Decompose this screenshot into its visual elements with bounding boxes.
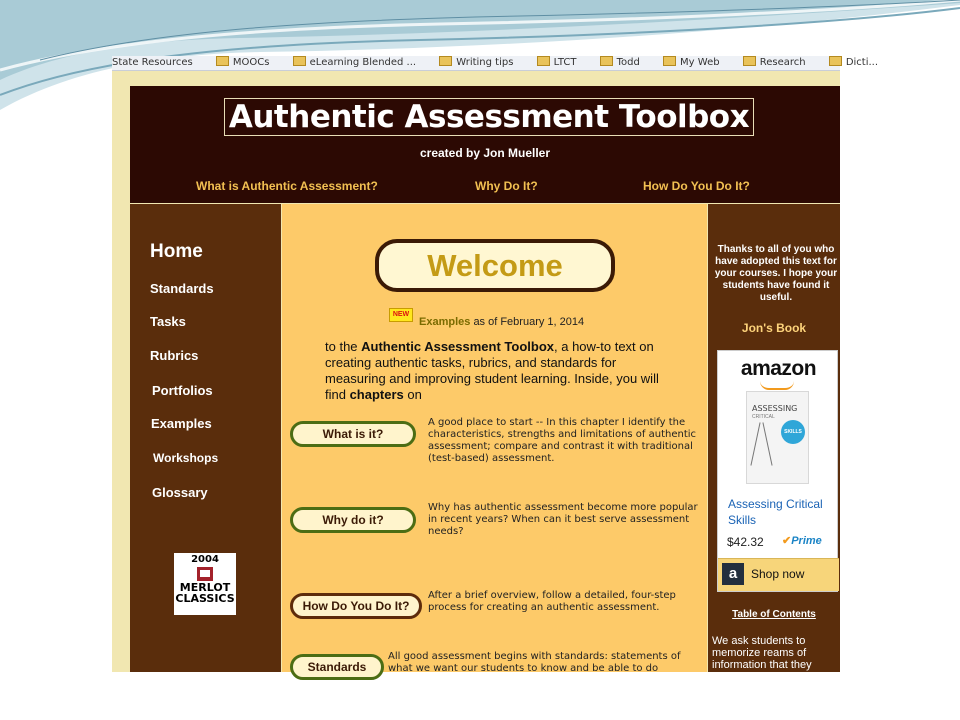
right-sidebar [708, 204, 840, 672]
cover-subtitle: CRITICAL [752, 414, 775, 420]
sidebar-item-standards[interactable]: Standards [150, 281, 214, 296]
sidebar-item-rubrics[interactable]: Rubrics [150, 348, 199, 363]
why-do-it-description: Why has authentic assessment become more popular in recent years? When can it best serve assessment needs? [428, 502, 698, 537]
sidebar-item-home[interactable]: Home [150, 241, 203, 262]
thanks-message: Thanks to all of you who have adopted this text for your courses. I hope your students have found it useful. [714, 244, 838, 303]
table-of-contents-link[interactable]: Table of Contents [732, 609, 816, 620]
folder-icon [663, 56, 676, 66]
standards-button[interactable]: Standards [290, 654, 384, 680]
merlot-logo-icon [197, 567, 213, 581]
folder-icon [439, 56, 452, 66]
intro-chapters: chapters [349, 387, 404, 402]
compass-leg-icon [762, 422, 772, 465]
bookmarks-bar [112, 56, 879, 71]
web-page [112, 71, 840, 672]
folder-icon [537, 56, 550, 66]
what-is-it-button[interactable]: What is it? [290, 421, 416, 447]
intro-paragraph: to the Authentic Assessment Toolbox, a how-to text on creating authentic tasks, rubrics, and standards for measuring and improving student learning. Inside, you will find chapters on [325, 339, 659, 402]
bookmark-item[interactable]: My Web [663, 56, 730, 70]
amazon-logo: amazon [740, 357, 817, 380]
amazon-book-widget[interactable] [717, 350, 838, 592]
folder-icon [829, 56, 842, 66]
left-sidebar [130, 204, 281, 672]
prime-badge: ✔Prime [782, 535, 822, 547]
merlot-year: 2004 [191, 554, 219, 565]
cover-skills-badge: SKILLS [781, 420, 805, 444]
bookmark-item[interactable]: Dicti... [829, 56, 888, 70]
site-title: Authentic Assessment Toolbox [224, 98, 754, 136]
sidebar-item-examples[interactable]: Examples [151, 416, 212, 431]
examples-date: as of February 1, 2014 [473, 316, 585, 328]
shop-now-label: Shop now [751, 567, 805, 581]
what-is-it-description: A good place to start -- In this chapter I identify the characteristics, strengths and limitations of authentic assessment; compare and contrast it with traditional (test-based) assessment. [428, 417, 697, 464]
bookmark-item[interactable]: Todd [600, 56, 650, 70]
amazon-a-icon: a [722, 563, 744, 585]
folder-icon [600, 56, 613, 66]
author-byline: created by Jon Mueller [419, 146, 551, 160]
sidebar-item-portfolios[interactable]: Portfolios [152, 383, 213, 398]
examples-link[interactable]: Examples [419, 316, 471, 328]
jons-book-heading: Jon's Book [741, 321, 807, 335]
bookmark-item[interactable]: MOOCs [216, 56, 280, 70]
site-header [130, 86, 840, 203]
bookmark-item[interactable]: State Resources [112, 57, 193, 68]
bookmark-item[interactable]: Research [743, 56, 816, 70]
cover-title: ASSESSING [752, 404, 798, 413]
why-do-it-button[interactable]: Why do it? [290, 507, 416, 533]
nav-what-is-authentic-assessment[interactable]: What is Authentic Assessment? [196, 179, 378, 193]
amazon-smile-icon [760, 381, 794, 390]
merlot-line1: MERLOT [179, 581, 231, 594]
nav-how-do-you-do-it[interactable]: How Do You Do It? [643, 179, 750, 193]
compass-leg-icon [750, 422, 760, 465]
sidebar-item-workshops[interactable]: Workshops [153, 451, 219, 465]
merlot-classics-badge[interactable] [174, 553, 236, 615]
main-content [282, 204, 707, 672]
folder-icon [293, 56, 306, 66]
sidebar-item-tasks[interactable]: Tasks [150, 314, 186, 329]
how-do-you-do-it-button[interactable]: How Do You Do It? [290, 593, 422, 619]
book-price: $42.32 [727, 535, 764, 549]
intro-toolbox-name: Authentic Assessment Toolbox [361, 339, 555, 354]
book-title-link[interactable]: Assessing Critical Skills [728, 497, 823, 527]
prime-check-icon: ✔ [782, 535, 792, 547]
merlot-line2: CLASSICS [175, 592, 235, 605]
shop-now-button[interactable] [718, 558, 839, 591]
folder-icon [216, 56, 229, 66]
right-sidebar-quote: We ask students to memorize reams of information that they [712, 635, 812, 671]
nav-why-do-it[interactable]: Why Do It? [475, 179, 538, 193]
bookmark-item[interactable]: Writing tips [439, 56, 523, 70]
book-cover-image[interactable] [746, 391, 809, 484]
new-badge-icon: NEW [389, 308, 413, 322]
bookmark-item[interactable]: LTCT [537, 56, 587, 70]
sidebar-item-glossary[interactable]: Glossary [152, 485, 208, 500]
bookmark-item[interactable]: eLearning Blended ... [293, 56, 426, 70]
standards-description: All good assessment begins with standards: statements of what we want our students to know and be able to do [388, 651, 681, 674]
welcome-banner: Welcome [375, 239, 615, 292]
how-do-you-do-it-description: After a brief overview, follow a detailed, four-step process for creating an authentic assessment. [428, 590, 676, 613]
examples-update-line [419, 316, 584, 328]
folder-icon [743, 56, 756, 66]
